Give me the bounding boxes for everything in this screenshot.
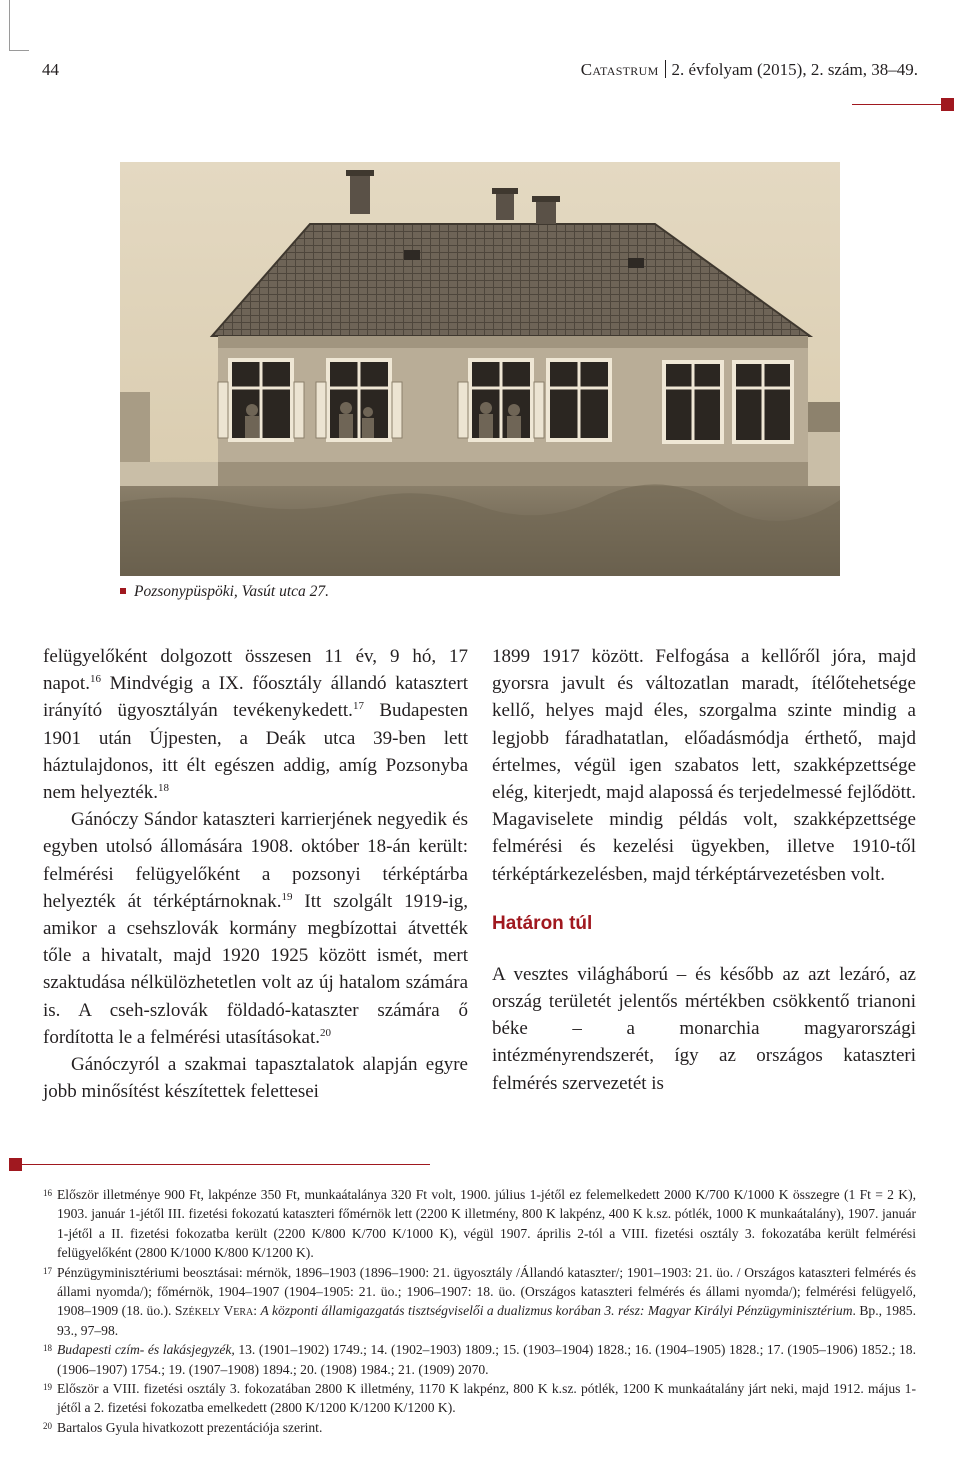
left-column [43, 643, 468, 1105]
crop-mark-vertical [9, 0, 10, 50]
text-run: Mindvégig a IX. főosztály állandó katasztert irányító ügyosztályán tevékenykedett. [43, 673, 468, 722]
issue-info: 2. évfolyam (2015), 2. szám, 38–49. [671, 60, 918, 79]
text-run: Bartalos Gyula hivatkozott prezentációja szerint. [57, 1419, 323, 1435]
right-column [492, 643, 916, 1097]
paragraph [43, 1051, 468, 1105]
footnote-ref: 16 [89, 673, 101, 686]
text-run: Pénzügyminisztériumi beosztásai: mérnök, 1896–1903 (1896–1900: 21. ügyosztály /Állandó kataszter/; 1901–1903: 21. üo. / Országos kataszteri felmérés és állami nyomda/); főmérnök, 1904–1907 (1904–1905: 21. üo.; 1906–1907: 18. üo. (Országos kataszteri felmérés és állami nyomda/); felmérési felügyelő, 1908–1909 (18. üo.). [57, 1264, 916, 1319]
text-run: Budapesten 1901 után Újpesten, a Deák utca 39-ben lett háztulajdonos, itt élt egészen addig, amíg Pozsonyba nem helyezték. [43, 700, 468, 804]
footnote-rule [22, 1164, 430, 1165]
footnote-number: 17 [43, 1265, 52, 1276]
accent-rule-top-right [852, 104, 948, 105]
footnote-ref: 19 [281, 890, 293, 903]
right-column-text-continued [492, 961, 916, 1097]
footnotes [43, 1185, 916, 1437]
italic-text: A központi államigazgatás tisztségviselői a dualizmus korában 3. rész: Magyar Királyi Pénzügyminisztérium [260, 1303, 853, 1319]
footnote [43, 1263, 916, 1341]
accent-square-footnote [9, 1158, 22, 1171]
footnote [43, 1418, 916, 1437]
footnote [43, 1340, 916, 1379]
paragraph [492, 643, 916, 888]
text-run: . Bp., 1985. 93., 97–98. [57, 1303, 916, 1338]
footnote [43, 1379, 916, 1418]
section-heading: Határon túl [492, 912, 593, 934]
footnote-number: 18 [43, 1343, 52, 1354]
paragraph [492, 961, 916, 1097]
footnote-ref: 20 [319, 1026, 331, 1039]
text-run: Először a VIII. fizetési osztály 3. fokozatában 2800 K illetmény, 1170 K lakpénz, 800 K k.sz. pótlék, 1200 K munkaátalány járt neki, majd 1912. május 1-jétől a 2. fizetési fokozatba emelkedett (2800 K/1200 K/1200 K/1200 K). [57, 1381, 916, 1416]
footnote-ref: 18 [158, 782, 170, 795]
paragraph [43, 806, 468, 1051]
house-photo-drawing [120, 162, 840, 576]
footnote [43, 1185, 916, 1263]
footnote-ref: 17 [352, 700, 364, 713]
paragraph [43, 643, 468, 806]
author-name: Székely Vera [174, 1303, 254, 1319]
crop-mark-horizontal [9, 50, 29, 51]
footnote-number: 16 [43, 1188, 52, 1198]
journal-name: Catastrum [580, 60, 659, 79]
text-run: A vesztes világháború – és később az azt lezáró, az ország területét jelentős mértékben csökkentő trianoni béke – a monarchia magyarországi intézményrendszerét, így az országos kataszteri felmérés szervezetét is [492, 963, 916, 1094]
header-separator [665, 60, 666, 78]
italic-text: Budapesti czím- és lakásjegyzék, [57, 1342, 235, 1358]
text-run: felügyelőként dolgozott összesen 11 év, 9 hó, 17 napot. [43, 646, 468, 695]
text-run: Itt szolgált 1919-ig, amikor a csehszlovák kormány megbízottai átvették tőle a hivatalt, majd 1920 1925 között ismét, mert szaktudása nélkülözhetetlen volt az új hatalom számára is. A cseh-szlovák földadó-kataszter számára ő fordította le a felmérési utasításokat. [43, 890, 468, 1048]
page-number: 44 [42, 60, 59, 79]
text-run: Gánóczyról a szakmai tapasztalatok alapján egyre jobb minősítést készítettek felettesei [43, 1054, 468, 1103]
running-head [581, 60, 918, 80]
text-run: 13. (1901–1902) 1749.; 14. (1902–1903) 1809.; 15. (1903–1904) 1828.; 16. (1904–1905) 1828.; 17. (1905–1906) 1852.; 18. (1906–1907) 1754.; 19. (1907–1908) 1894.; 20. (1908) 1984.; 21. (1909) 2070. [57, 1342, 916, 1377]
text-run: Először illetménye 900 Ft, lakpénze 350 Ft, munkaátalánya 320 Ft volt, 1900. július 1-jétől ez felemelkedett 2000 K/700 K/1000 K összegre (1 Ft = 2 K), 1903. január 1-jétől III. fizetési fokozatú kataszteri főmérnök lett (2200 K illetmény, 800 K lakpénz, 400 K k.sz. pótlék, 1000 K munkaátalány), 1907. január 1-jétől a II. fizetési fokozatba került (2200 K/800 K/700 K/1000 K), végül 1907. április 2-tól a VIII. fizetési osztály 3. fokozatába került felmérési felügyelőként (2800 K/1000 K/800 K/1200 K). [57, 1187, 916, 1261]
caption-text: Pozsonypüspöki, Vasút utca 27. [134, 583, 330, 600]
caption-bullet [120, 588, 126, 594]
right-column-text [492, 643, 916, 888]
text-run: Gánóczy Sándor kataszteri karrierjének negyedik és egyben utolsó állomására 1908. október 18-án került: felmérési felügyelőként a pozsonyi térképtárba helyezték át térképtárnoknak. [43, 809, 468, 912]
footnote-number: 20 [43, 1420, 52, 1431]
text-run: : [253, 1303, 261, 1319]
text-run: 1899 1917 között. Felfogása a kellőről jóra, majd gyorsra javult és változatlan maradt, ítélőtehetsége kellő, helyes majd éles, szorgalma szinte mindig a legjobb fáradhatatlan, előadásmódja érthető, majd értelmes, végül igen szabatos lett, szakképzettsége elég, kiterjedt, majd alapossá és terjedelmessé fejlődött. Magaviselete mindig példás volt, szakképzettsége felmérési és kezelési ügyekben, illetve 1910-től térképtárkezelésben, majd térképtárvezetésben volt. [492, 646, 916, 885]
footnote-number: 19 [43, 1382, 52, 1393]
house-photograph [120, 162, 840, 576]
figure-caption [120, 583, 329, 601]
